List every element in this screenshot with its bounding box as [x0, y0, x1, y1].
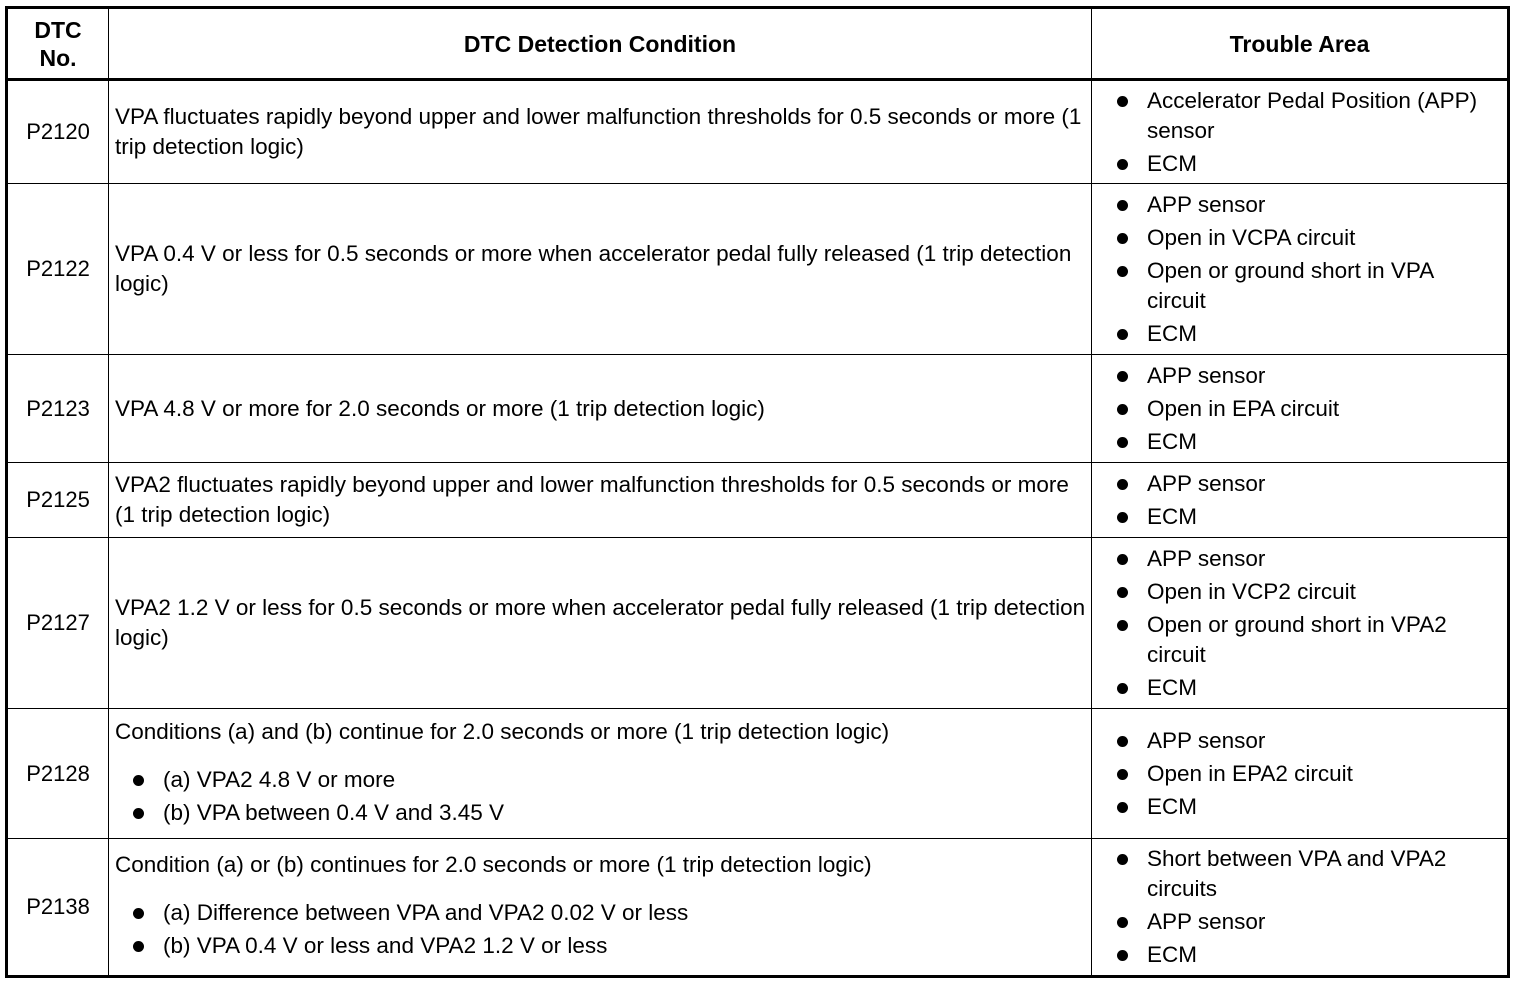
- trouble-area-item: APP sensor: [1116, 726, 1497, 756]
- trouble-area-item: Open or ground short in VPA circuit: [1116, 256, 1497, 316]
- sub-condition-list: [132, 765, 1087, 828]
- trouble-area-item: Open in EPA2 circuit: [1116, 759, 1497, 789]
- table-row: [7, 463, 1509, 538]
- trouble-area-list: [1116, 726, 1497, 822]
- sub-condition-list: [132, 898, 1087, 961]
- dtc-code: P2122: [7, 184, 109, 355]
- trouble-area-item: Open in VCPA circuit: [1116, 223, 1497, 253]
- trouble-area-item: ECM: [1116, 792, 1497, 822]
- dtc-code: P2125: [7, 463, 109, 538]
- dtc-table: [5, 6, 1510, 978]
- table-row: [7, 80, 1509, 184]
- detection-condition: VPA 4.8 V or more for 2.0 seconds or more (1 trip detection logic): [109, 355, 1092, 463]
- dtc-code: P2127: [7, 538, 109, 709]
- dtc-code: P2123: [7, 355, 109, 463]
- trouble-area-item: Accelerator Pedal Position (APP) sensor: [1116, 86, 1497, 146]
- detection-condition: VPA 0.4 V or less for 0.5 seconds or more when accelerator pedal fully released (1 trip detection logic): [109, 184, 1092, 355]
- trouble-area-item: ECM: [1116, 319, 1497, 349]
- sub-condition-item: (b) VPA between 0.4 V and 3.45 V: [132, 798, 1087, 828]
- table-row: [7, 355, 1509, 463]
- detection-condition: VPA fluctuates rapidly beyond upper and lower malfunction thresholds for 0.5 seconds or more (1 trip detection logic): [109, 80, 1092, 184]
- table-row: [7, 709, 1509, 839]
- trouble-area-item: Short between VPA and VPA2 circuits: [1116, 844, 1497, 904]
- header-trouble-area: Trouble Area: [1092, 8, 1509, 80]
- dtc-code: P2128: [7, 709, 109, 839]
- trouble-area-item: Open in EPA circuit: [1116, 394, 1497, 424]
- sub-condition-item: (a) VPA2 4.8 V or more: [132, 765, 1087, 795]
- trouble-area-cell: [1092, 463, 1509, 538]
- trouble-area-cell: [1092, 839, 1509, 977]
- header-dtc-no: [7, 8, 109, 80]
- table-row: [7, 184, 1509, 355]
- trouble-area-cell: [1092, 538, 1509, 709]
- table-row: [7, 538, 1509, 709]
- trouble-area-item: ECM: [1116, 502, 1497, 532]
- trouble-area-item: ECM: [1116, 149, 1497, 179]
- trouble-area-list: [1116, 469, 1497, 532]
- detection-condition: Conditions (a) and (b) continue for 2.0 seconds or more (1 trip detection logic): [115, 718, 890, 744]
- trouble-area-list: [1116, 86, 1497, 179]
- trouble-area-cell: [1092, 355, 1509, 463]
- trouble-area-item: APP sensor: [1116, 544, 1497, 574]
- trouble-area-list: [1116, 361, 1497, 457]
- header-dtc-no-line1: DTC: [34, 16, 82, 43]
- trouble-area-cell: [1092, 80, 1509, 184]
- trouble-area-item: ECM: [1116, 940, 1497, 970]
- trouble-area-item: APP sensor: [1116, 907, 1497, 937]
- trouble-area-cell: [1092, 709, 1509, 839]
- trouble-area-item: ECM: [1116, 427, 1497, 457]
- trouble-area-list: [1116, 544, 1497, 703]
- header-row: [7, 8, 1509, 80]
- detection-condition-cell: [109, 839, 1092, 977]
- sub-condition-item: (b) VPA 0.4 V or less and VPA2 1.2 V or less: [132, 931, 1087, 961]
- trouble-area-list: [1116, 190, 1497, 349]
- trouble-area-item: Open in VCP2 circuit: [1116, 577, 1497, 607]
- dtc-code: P2138: [7, 839, 109, 977]
- detection-condition: VPA2 fluctuates rapidly beyond upper and lower malfunction thresholds for 0.5 seconds or more (1 trip detection logic): [109, 463, 1092, 538]
- trouble-area-item: APP sensor: [1116, 361, 1497, 391]
- table-row: [7, 839, 1509, 977]
- detection-condition-cell: [109, 709, 1092, 839]
- sub-condition-item: (a) Difference between VPA and VPA2 0.02 V or less: [132, 898, 1087, 928]
- detection-condition: Condition (a) or (b) continues for 2.0 seconds or more (1 trip detection logic): [115, 852, 872, 877]
- trouble-area-item: APP sensor: [1116, 469, 1497, 499]
- trouble-area-cell: [1092, 184, 1509, 355]
- trouble-area-item: Open or ground short in VPA2 circuit: [1116, 610, 1497, 670]
- trouble-area-item: APP sensor: [1116, 190, 1497, 220]
- trouble-area-item: ECM: [1116, 673, 1497, 703]
- header-dtc-no-line2: No.: [39, 44, 77, 71]
- header-condition: DTC Detection Condition: [109, 8, 1092, 80]
- trouble-area-list: [1116, 844, 1497, 970]
- detection-condition: VPA2 1.2 V or less for 0.5 seconds or more when accelerator pedal fully released (1 trip detection logic): [109, 538, 1092, 709]
- dtc-code: P2120: [7, 80, 109, 184]
